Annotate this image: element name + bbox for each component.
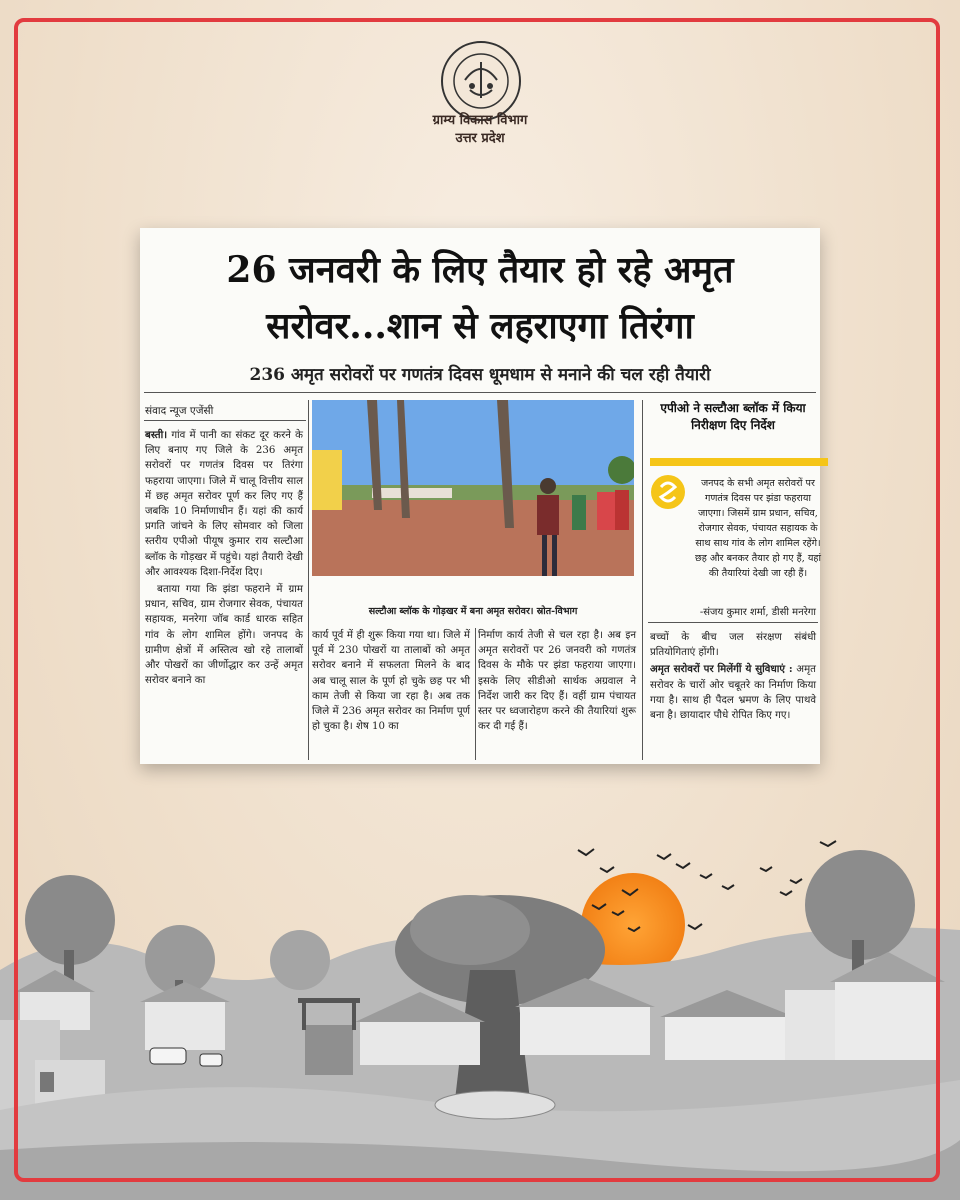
dateline: बस्ती। — [145, 429, 168, 441]
column-divider — [475, 628, 476, 760]
department-name — [380, 112, 580, 148]
paragraph: बताया गया कि झंडा फहराने में ग्राम प्रधान, सचिव, ग्राम रोजगार सेवक, पंचायत सहायक, मनरेगा जॉब कार्ड धारक सहित गांव के लोग शामिल होंगे। जनपद के ग्रामीण क्षेत्रों में अस्तित्व खो रहे तालाबों और पोखरों का जीर्णोद्धार कर उन्हें अमृत सरोवर बनाने का — [145, 584, 303, 687]
column-3 — [478, 628, 636, 736]
headline-line-2: सरोवर...शान से लहराएगा तिरंगा — [266, 305, 694, 347]
column-2 — [312, 628, 470, 736]
subheadline: 236 अमृत सरोवरों पर गणतंत्र दिवस धूमधाम से मनाने की चल रही तैयारी — [249, 365, 711, 385]
department-title: ग्राम्य विकास विभाग — [432, 113, 528, 128]
sidebar-title: एपीओ ने सल्टौआ ब्लॉक में किया निरीक्षण दिए निर्देश — [660, 401, 806, 432]
paragraph — [145, 428, 303, 580]
facilities-heading: अमृत सरोवरों पर मिलेंगीं ये सुविधाएं : — [650, 663, 793, 676]
divider — [144, 392, 816, 393]
paragraph: कार्य पूर्व में ही शुरू किया गया था। जिले में पूर्व में 230 पोखरों या तालाबों को अमृत सरोवर बनाने में सफलता मिलने के बाद अब चालू साल के पूर्ण हो चुके छह पर भी काम तेजी से किया जा रहा है। अब तक जिले में 236 अमृत सरोवर का निर्माण पूर्ण हो चुका है। शेष 10 का — [312, 630, 470, 733]
column-divider — [642, 400, 643, 760]
divider — [648, 622, 818, 623]
column-4 — [650, 630, 816, 725]
photo-caption: सल्टौआ ब्लॉक के गोड़खर में बना अमृत सरोवर। स्रोत-विभाग — [368, 606, 578, 617]
paragraph-text: अमृत सरोवर के चारों ओर चबूतरे का निर्माण किया गया है। साथ ही पैदल भ्रमण के लिए पाथवे बना है। छायादार पौधे रोपित किए गए। — [650, 664, 816, 722]
headline — [140, 242, 820, 354]
byline: संवाद न्यूज एजेंसी — [145, 405, 214, 417]
paragraph: निर्माण कार्य तेजी से चल रहा है। अब इन अमृत सरोवरों पर 26 जनवरी को गणतंत्र दिवस के मौके पर झंडा फहराया जाएगा। इसके लिए सीडीओ सार्थक अग्रवाल ने निर्देश जारी कर दिए हैं। वहीं ग्राम पंचायत स्तर पर ध्वजारोहण करने की तैयारियां शुरू कर दी गई हैं। — [478, 630, 636, 733]
up-govt-emblem-icon — [440, 40, 522, 122]
sidebar-accent-bar — [650, 458, 828, 466]
column-divider — [308, 400, 309, 760]
state-name: उत्तर प्रदेश — [455, 131, 505, 146]
sidebar-signature: -संजय कुमार शर्मा, डीसी मनरेगा — [699, 607, 816, 618]
sidebar-quote: जनपद के सभी अमृत सरोवरों पर गणतंत्र दिवस पर झंडा फहराया जाएगा। जिसमें ग्राम प्रधान, सचिव, रोजगार सेवक, पंचायत सहायक के साथ साथ गांव के लोग शामिल रहेंगे। छह और बनकर तैयार हो गए हैं, यहां की तैयारियां देखी जा रही हैं। — [694, 478, 821, 579]
paragraph-text: गांव में पानी का संकट दूर करने के लिए बनाए गए जिले के 236 अमृत सरोवरों पर गणतंत्र दिवस पर तिरंगा फहराया जाएगा। जिले में चालू वित्तीय साल में छह अमृत सरोवर पूर्ण कर लिए गए हैं जबकि 10 निर्माणाधीन हैं। यहां की कार्य प्रगति जांचने के लिए सोमवार को जिला स्तरीय एपीओ पीयूष कुमार राय सल्टौआ ब्लॉक के गोड़खर में पहुंचे। यहां तैयारी देखी और आवश्यक दिशा-निर्देश दिए। — [145, 430, 303, 578]
headline-line-1: 26 जनवरी के लिए तैयार हो रहे अमृत — [226, 249, 734, 291]
paragraph: बच्चों के बीच जल संरक्षण संबंधी प्रतियोगिताएं होंगी। — [650, 632, 816, 659]
column-1 — [145, 428, 303, 690]
lake-photo — [312, 400, 634, 576]
paragraph — [650, 662, 816, 723]
divider — [144, 420, 306, 421]
newspaper-clipping — [140, 228, 820, 764]
